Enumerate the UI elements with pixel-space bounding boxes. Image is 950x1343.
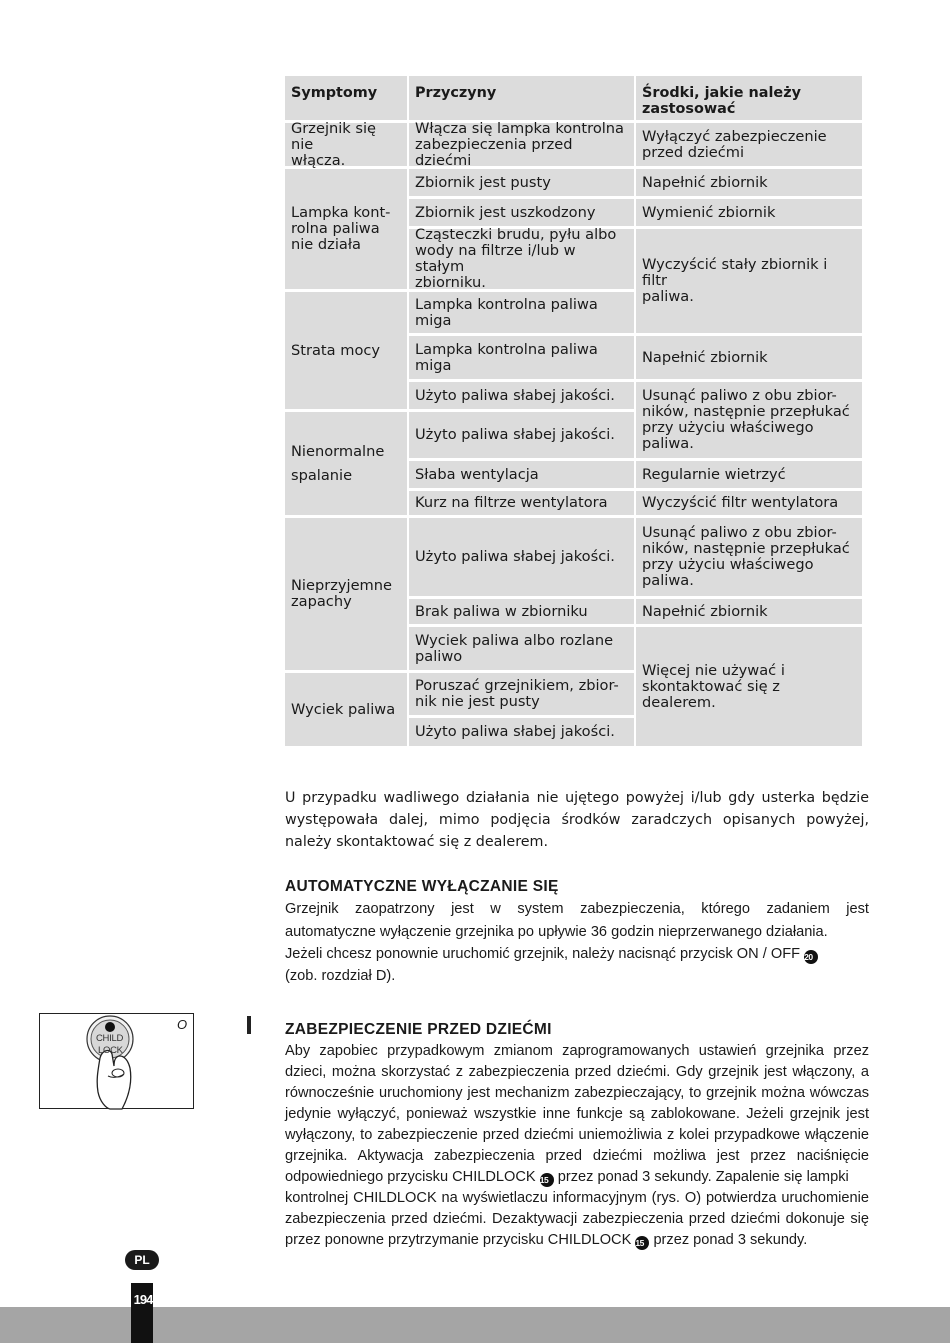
remedy-cell: Napełnić zbiornik (636, 336, 862, 379)
auto-off-line: Grzejnik zaopatrzony jest w system zabezpieczenia, którego zadaniem jest (285, 901, 869, 917)
childlock-line: jedynie wyłączyć, ponieważ wszystkie inne funkcje są zablokowane. Jeżeli grzejnik jest (285, 1106, 869, 1122)
troubleshooting-table (284, 75, 863, 747)
childlock-figure (39, 1013, 194, 1109)
childlock-line-text: przez ponad 3 sekundy. Zapalenie się lampki (553, 1169, 849, 1185)
remedy-cell: Wyłączyć zabezpieczenie przed dziećmi (636, 123, 862, 166)
childlock-line (285, 1230, 869, 1251)
symptom-cell: Lampka kont- rolna paliwa nie działa (285, 169, 407, 289)
header-causes: Przyczyny (409, 76, 634, 120)
remedy-cell: Wyczyścić stały zbiornik i filtr paliwa. (636, 229, 862, 333)
childlock-line: grzejnika. Aktywacja zabezpieczenia przed dziećmi możliwa jest przez naciśnięcie (285, 1148, 869, 1164)
childlock-line: równocześnie uruchomiony jest mechanizm zabezpieczający, to grzejnik można wówczas (285, 1085, 869, 1101)
cause-cell: Lampka kontrolna paliwa miga (409, 292, 634, 333)
auto-off-title: AUTOMATYCZNE WYŁĄCZANIE SIĘ (285, 878, 559, 895)
button-20-badge: 20 (804, 950, 818, 964)
childlock-line: wyłączony, to zabezpieczenie przed dziećmi uniemożliwia z kolei przypadkowe włączenie (285, 1127, 869, 1143)
remedy-cell: Usunąć paliwo z obu zbior- ników, następnie przepłukać przy użyciu właściwego paliwa. (636, 382, 862, 458)
cause-cell: Użyto paliwa słabej jakości. (409, 518, 634, 596)
auto-off-line: (zob. rozdział D). (285, 968, 396, 984)
cause-cell: Cząsteczki brudu, pyłu albo wody na filtrze i/lub w stałym zbiorniku. (409, 229, 634, 289)
childlock-line-text: przez ponowne przytrzymanie przycisku CHILDLOCK (285, 1232, 632, 1248)
childlock-line-text: przez ponad 3 sekundy. (649, 1232, 808, 1248)
cause-cell: Zbiornik jest pusty (409, 169, 634, 196)
cause-cell: Użyto paliwa słabej jakości. (409, 718, 634, 746)
remedy-cell: Wyczyścić filtr wentylatora (636, 491, 862, 515)
childlock-button-illustration (40, 1014, 195, 1110)
auto-off-line-text: Jeżeli chcesz ponownie uruchomić grzejnik, należy nacisnąć przycisk ON / OFF (285, 946, 801, 962)
symptom-cell (285, 412, 407, 515)
remedy-cell: Napełnić zbiornik (636, 599, 862, 624)
page-number: 194 (133, 1292, 153, 1307)
remedy-cell: Wymienić zbiornik (636, 199, 862, 226)
symptom-line: spalanie (291, 466, 353, 484)
cause-cell: Kurz na filtrze wentylatora (409, 491, 634, 515)
remedy-cell: Więcej nie używać i skontaktować się z dealerem. (636, 627, 862, 746)
header-symptoms: Symptomy (285, 76, 407, 120)
cause-cell: Użyto paliwa słabej jakości. (409, 382, 634, 409)
symptom-cell: Grzejnik się nie włącza. (285, 123, 407, 166)
cause-cell: Brak paliwa w zbiorniku (409, 599, 634, 624)
childlock-line: Aby zapobiec przypadkowym zmianom zaprogramowanych ustawień grzejnika przez (285, 1043, 869, 1059)
symptom-cell: Strata mocy (285, 292, 407, 409)
cause-cell: Włącza się lampka kontrolna zabezpieczenia przed dziećmi (409, 123, 634, 166)
childlock-line: kontrolnej CHILDLOCK na wyświetlaczu informacyjnym (rys. O) potwierdza uruchomienie (285, 1190, 869, 1206)
remedy-cell: Regularnie wietrzyć (636, 461, 862, 488)
symptom-line: Nienormalne (291, 442, 385, 460)
cause-cell: Słaba wentylacja (409, 461, 634, 488)
symptom-cell: Nieprzyjemne zapachy (285, 518, 407, 670)
cause-cell: Zbiornik jest uszkodzony (409, 199, 634, 226)
cause-cell: Poruszać grzejnikiem, zbior- nik nie jest pusty (409, 673, 634, 715)
intro-paragraph: U przypadku wadliwego działania nie ujętego powyżej i/lub gdy usterka będzie występowała dalej, mimo podjęcia środków zaradczych opisanych powyżej, należy skontaktować się z dealerem. (285, 790, 869, 851)
auto-off-line (285, 944, 869, 965)
childlock-line (285, 1167, 869, 1188)
childlock-text-2: LOCK (98, 1045, 123, 1056)
childlock-line-text: odpowiedniego przycisku CHILDLOCK (285, 1169, 536, 1185)
childlock-text-1: CHILD (96, 1033, 124, 1044)
remedy-cell: Napełnić zbiornik (636, 169, 862, 196)
cause-cell: Wyciek paliwa albo rozlane paliwo (409, 627, 634, 670)
cause-cell: Użyto paliwa słabej jakości. (409, 412, 634, 458)
header-remedies: Środki, jakie należy zastosować (636, 76, 862, 120)
language-badge: PL (125, 1250, 159, 1270)
cause-cell: Lampka kontrolna paliwa miga (409, 336, 634, 379)
childlock-line: zabezpieczenia przed dziećmi. Dezaktywacji zabezpieczenia przed dziećmi dokonuje się (285, 1211, 869, 1227)
figure-label: O (177, 1017, 188, 1032)
childlock-title: ZABEZPIECZENIE PRZED DZIEĆMI (285, 1021, 552, 1038)
section-marker (247, 1016, 251, 1034)
button-15-badge: 15 (540, 1173, 554, 1187)
symptom-cell: Wyciek paliwa (285, 673, 407, 746)
auto-off-line: automatyczne wyłączenie grzejnika po upływie 36 godzin nieprzerwanego działania. (285, 924, 828, 940)
remedy-cell: Usunąć paliwo z obu zbior- ników, następnie przepłukać przy użyciu właściwego paliwa. (636, 518, 862, 596)
button-15-badge: 15 (635, 1236, 649, 1250)
childlock-line: dzieci, można skorzystać z zabezpieczenia przed dziećmi. Gdy grzejnik jest włączony, a (285, 1064, 869, 1080)
